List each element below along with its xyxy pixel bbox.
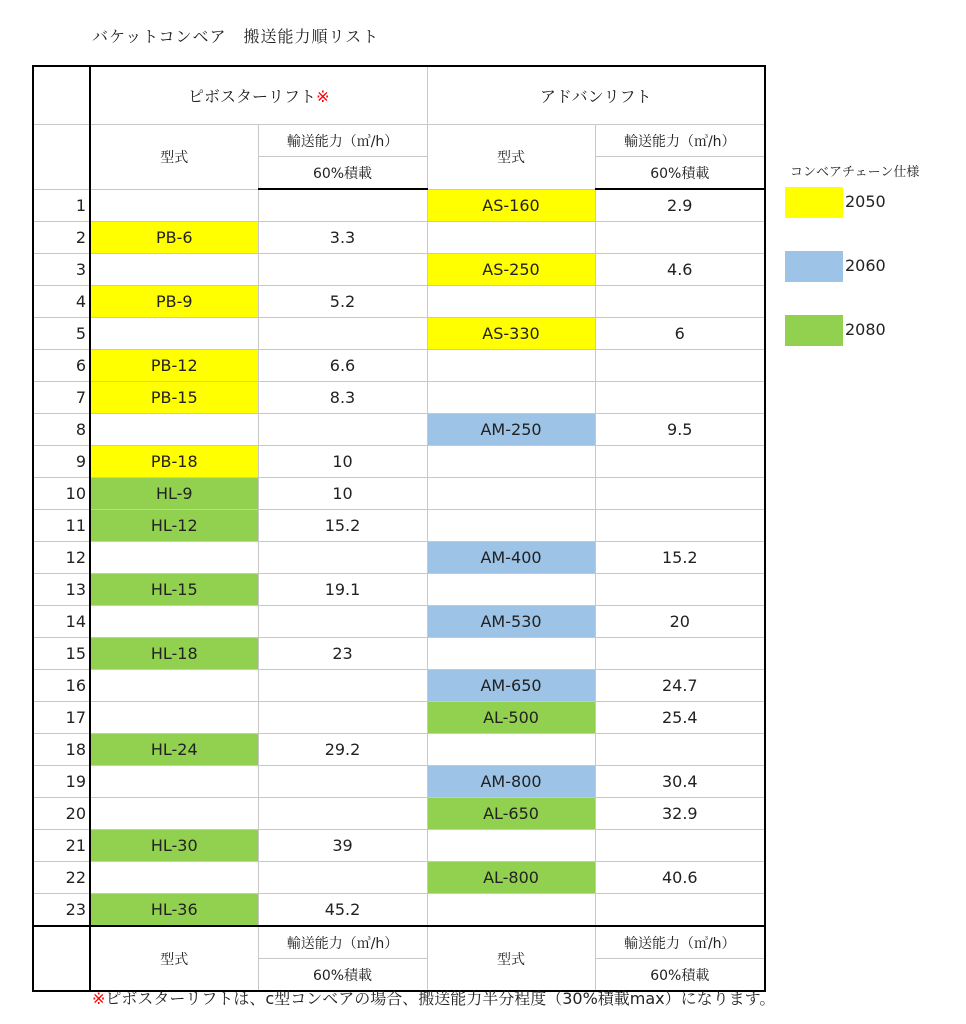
table-row bbox=[33, 254, 765, 286]
capacity-left: 10 bbox=[258, 446, 427, 478]
row-number: 14 bbox=[33, 606, 90, 638]
model-left: PB-9 bbox=[90, 286, 258, 318]
corner-cell bbox=[33, 66, 90, 125]
model-right bbox=[427, 638, 595, 670]
model-right bbox=[427, 734, 595, 766]
model-right bbox=[427, 574, 595, 606]
table-row bbox=[33, 894, 765, 927]
capacity-right: 24.7 bbox=[595, 670, 765, 702]
legend-label: 2050 bbox=[845, 192, 886, 211]
footnote-text: ピボスターリフトは、c型コンベアの場合、搬送能力半分程度（30%積載max）になります。 bbox=[105, 989, 776, 1008]
capacity-left: 39 bbox=[258, 830, 427, 862]
capacity-left bbox=[258, 542, 427, 574]
model-left bbox=[90, 254, 258, 286]
header-fill-left: 60%積載 bbox=[258, 157, 427, 190]
table-row bbox=[33, 798, 765, 830]
legend-swatch bbox=[785, 251, 843, 282]
capacity-left bbox=[258, 766, 427, 798]
capacity-left bbox=[258, 798, 427, 830]
capacity-right: 32.9 bbox=[595, 798, 765, 830]
model-right bbox=[427, 894, 595, 927]
model-right: AM-530 bbox=[427, 606, 595, 638]
capacity-right: 2.9 bbox=[595, 189, 765, 222]
model-left: HL-30 bbox=[90, 830, 258, 862]
table-row bbox=[33, 446, 765, 478]
row-number: 3 bbox=[33, 254, 90, 286]
capacity-left bbox=[258, 670, 427, 702]
table-row bbox=[33, 830, 765, 862]
table-row bbox=[33, 222, 765, 254]
capacity-right bbox=[595, 894, 765, 927]
row-number: 2 bbox=[33, 222, 90, 254]
group-header-right: アドバンリフト bbox=[427, 66, 765, 125]
table-row bbox=[33, 286, 765, 318]
row-number: 18 bbox=[33, 734, 90, 766]
model-right: AM-800 bbox=[427, 766, 595, 798]
footer-capacity-left: 輸送能力（㎥/h） bbox=[258, 926, 427, 959]
capacity-right: 30.4 bbox=[595, 766, 765, 798]
model-left bbox=[90, 318, 258, 350]
model-left: PB-6 bbox=[90, 222, 258, 254]
model-left bbox=[90, 414, 258, 446]
capacity-left bbox=[258, 414, 427, 446]
model-left bbox=[90, 798, 258, 830]
model-left bbox=[90, 862, 258, 894]
table-row bbox=[33, 478, 765, 510]
row-number: 6 bbox=[33, 350, 90, 382]
header-capacity-left: 輸送能力（㎥/h） bbox=[258, 125, 427, 157]
footer-corner bbox=[33, 926, 90, 991]
model-left: PB-18 bbox=[90, 446, 258, 478]
model-left: PB-12 bbox=[90, 350, 258, 382]
model-right: AL-500 bbox=[427, 702, 595, 734]
model-right bbox=[427, 446, 595, 478]
model-right: AM-400 bbox=[427, 542, 595, 574]
capacity-right bbox=[595, 510, 765, 542]
capacity-right bbox=[595, 382, 765, 414]
row-number: 9 bbox=[33, 446, 90, 478]
table-row bbox=[33, 189, 765, 222]
capacity-left: 45.2 bbox=[258, 894, 427, 927]
model-right bbox=[427, 510, 595, 542]
table-row bbox=[33, 734, 765, 766]
capacity-left bbox=[258, 189, 427, 222]
row-number: 1 bbox=[33, 189, 90, 222]
capacity-right: 6 bbox=[595, 318, 765, 350]
asterisk-mark: ※ bbox=[316, 87, 330, 106]
footer-fill-left: 60%積載 bbox=[258, 959, 427, 992]
footer-model-right: 型式 bbox=[427, 926, 595, 991]
row-number: 23 bbox=[33, 894, 90, 927]
model-left: HL-12 bbox=[90, 510, 258, 542]
model-left: HL-36 bbox=[90, 894, 258, 927]
model-right bbox=[427, 478, 595, 510]
table-row bbox=[33, 670, 765, 702]
row-number: 13 bbox=[33, 574, 90, 606]
row-number: 15 bbox=[33, 638, 90, 670]
row-number: 17 bbox=[33, 702, 90, 734]
table-row bbox=[33, 638, 765, 670]
table-row bbox=[33, 318, 765, 350]
model-right: AS-330 bbox=[427, 318, 595, 350]
footnote bbox=[92, 986, 775, 1009]
model-right: AM-250 bbox=[427, 414, 595, 446]
row-number: 22 bbox=[33, 862, 90, 894]
model-right bbox=[427, 222, 595, 254]
model-right: AM-650 bbox=[427, 670, 595, 702]
legend-swatch bbox=[785, 187, 843, 218]
model-left bbox=[90, 702, 258, 734]
table-row bbox=[33, 350, 765, 382]
header-fill-right: 60%積載 bbox=[595, 157, 765, 190]
header-capacity-right: 輸送能力（㎥/h） bbox=[595, 125, 765, 157]
model-right bbox=[427, 286, 595, 318]
capacity-right: 20 bbox=[595, 606, 765, 638]
capacity-right bbox=[595, 350, 765, 382]
footer-capacity-right: 輸送能力（㎥/h） bbox=[595, 926, 765, 959]
model-right: AL-800 bbox=[427, 862, 595, 894]
capacity-left: 8.3 bbox=[258, 382, 427, 414]
model-left: PB-15 bbox=[90, 382, 258, 414]
model-left bbox=[90, 670, 258, 702]
footnote-mark: ※ bbox=[92, 989, 106, 1008]
capacity-left: 5.2 bbox=[258, 286, 427, 318]
row-number: 4 bbox=[33, 286, 90, 318]
model-left bbox=[90, 189, 258, 222]
model-right: AS-250 bbox=[427, 254, 595, 286]
capacity-right bbox=[595, 286, 765, 318]
capacity-right bbox=[595, 446, 765, 478]
capacity-right: 25.4 bbox=[595, 702, 765, 734]
capacity-right bbox=[595, 638, 765, 670]
table-row bbox=[33, 862, 765, 894]
capacity-right bbox=[595, 574, 765, 606]
row-number: 21 bbox=[33, 830, 90, 862]
legend-swatch bbox=[785, 315, 843, 346]
row-number: 20 bbox=[33, 798, 90, 830]
capacity-right: 9.5 bbox=[595, 414, 765, 446]
table-row bbox=[33, 574, 765, 606]
legend-title: コンベアチェーン仕様 bbox=[790, 165, 920, 180]
capacity-left bbox=[258, 702, 427, 734]
capacity-left: 15.2 bbox=[258, 510, 427, 542]
capacity-table bbox=[32, 65, 766, 992]
table-row bbox=[33, 702, 765, 734]
legend-label: 2060 bbox=[845, 256, 886, 275]
footer-model-left: 型式 bbox=[90, 926, 258, 991]
model-left: HL-18 bbox=[90, 638, 258, 670]
model-left: HL-15 bbox=[90, 574, 258, 606]
capacity-right: 4.6 bbox=[595, 254, 765, 286]
footer-fill-right: 60%積載 bbox=[595, 959, 765, 992]
model-left: HL-9 bbox=[90, 478, 258, 510]
capacity-left: 6.6 bbox=[258, 350, 427, 382]
capacity-right: 40.6 bbox=[595, 862, 765, 894]
page-title: バケットコンベア 搬送能力順リスト bbox=[92, 27, 380, 46]
table-row bbox=[33, 766, 765, 798]
group-header-left bbox=[90, 66, 427, 125]
capacity-left bbox=[258, 318, 427, 350]
capacity-left bbox=[258, 862, 427, 894]
model-right bbox=[427, 350, 595, 382]
model-right: AS-160 bbox=[427, 189, 595, 222]
capacity-right bbox=[595, 734, 765, 766]
capacity-left bbox=[258, 606, 427, 638]
table-row bbox=[33, 414, 765, 446]
table-row bbox=[33, 382, 765, 414]
table-row bbox=[33, 542, 765, 574]
row-number: 10 bbox=[33, 478, 90, 510]
row-number: 19 bbox=[33, 766, 90, 798]
model-left: HL-24 bbox=[90, 734, 258, 766]
capacity-left: 29.2 bbox=[258, 734, 427, 766]
row-number: 16 bbox=[33, 670, 90, 702]
row-number: 11 bbox=[33, 510, 90, 542]
row-number: 8 bbox=[33, 414, 90, 446]
header-model-left: 型式 bbox=[90, 125, 258, 190]
header-model-right: 型式 bbox=[427, 125, 595, 190]
capacity-left bbox=[258, 254, 427, 286]
capacity-left: 23 bbox=[258, 638, 427, 670]
row-number: 7 bbox=[33, 382, 90, 414]
corner-cell-2 bbox=[33, 125, 90, 190]
capacity-left: 3.3 bbox=[258, 222, 427, 254]
model-right: AL-650 bbox=[427, 798, 595, 830]
model-right bbox=[427, 830, 595, 862]
row-number: 5 bbox=[33, 318, 90, 350]
capacity-right bbox=[595, 830, 765, 862]
table-row bbox=[33, 510, 765, 542]
capacity-left: 19.1 bbox=[258, 574, 427, 606]
table-row bbox=[33, 606, 765, 638]
group-name-left: ピボスターリフト bbox=[188, 87, 317, 106]
model-right bbox=[427, 382, 595, 414]
capacity-right bbox=[595, 222, 765, 254]
row-number: 12 bbox=[33, 542, 90, 574]
capacity-left: 10 bbox=[258, 478, 427, 510]
model-left bbox=[90, 542, 258, 574]
capacity-right: 15.2 bbox=[595, 542, 765, 574]
legend-label: 2080 bbox=[845, 320, 886, 339]
capacity-right bbox=[595, 478, 765, 510]
model-left bbox=[90, 606, 258, 638]
model-left bbox=[90, 766, 258, 798]
